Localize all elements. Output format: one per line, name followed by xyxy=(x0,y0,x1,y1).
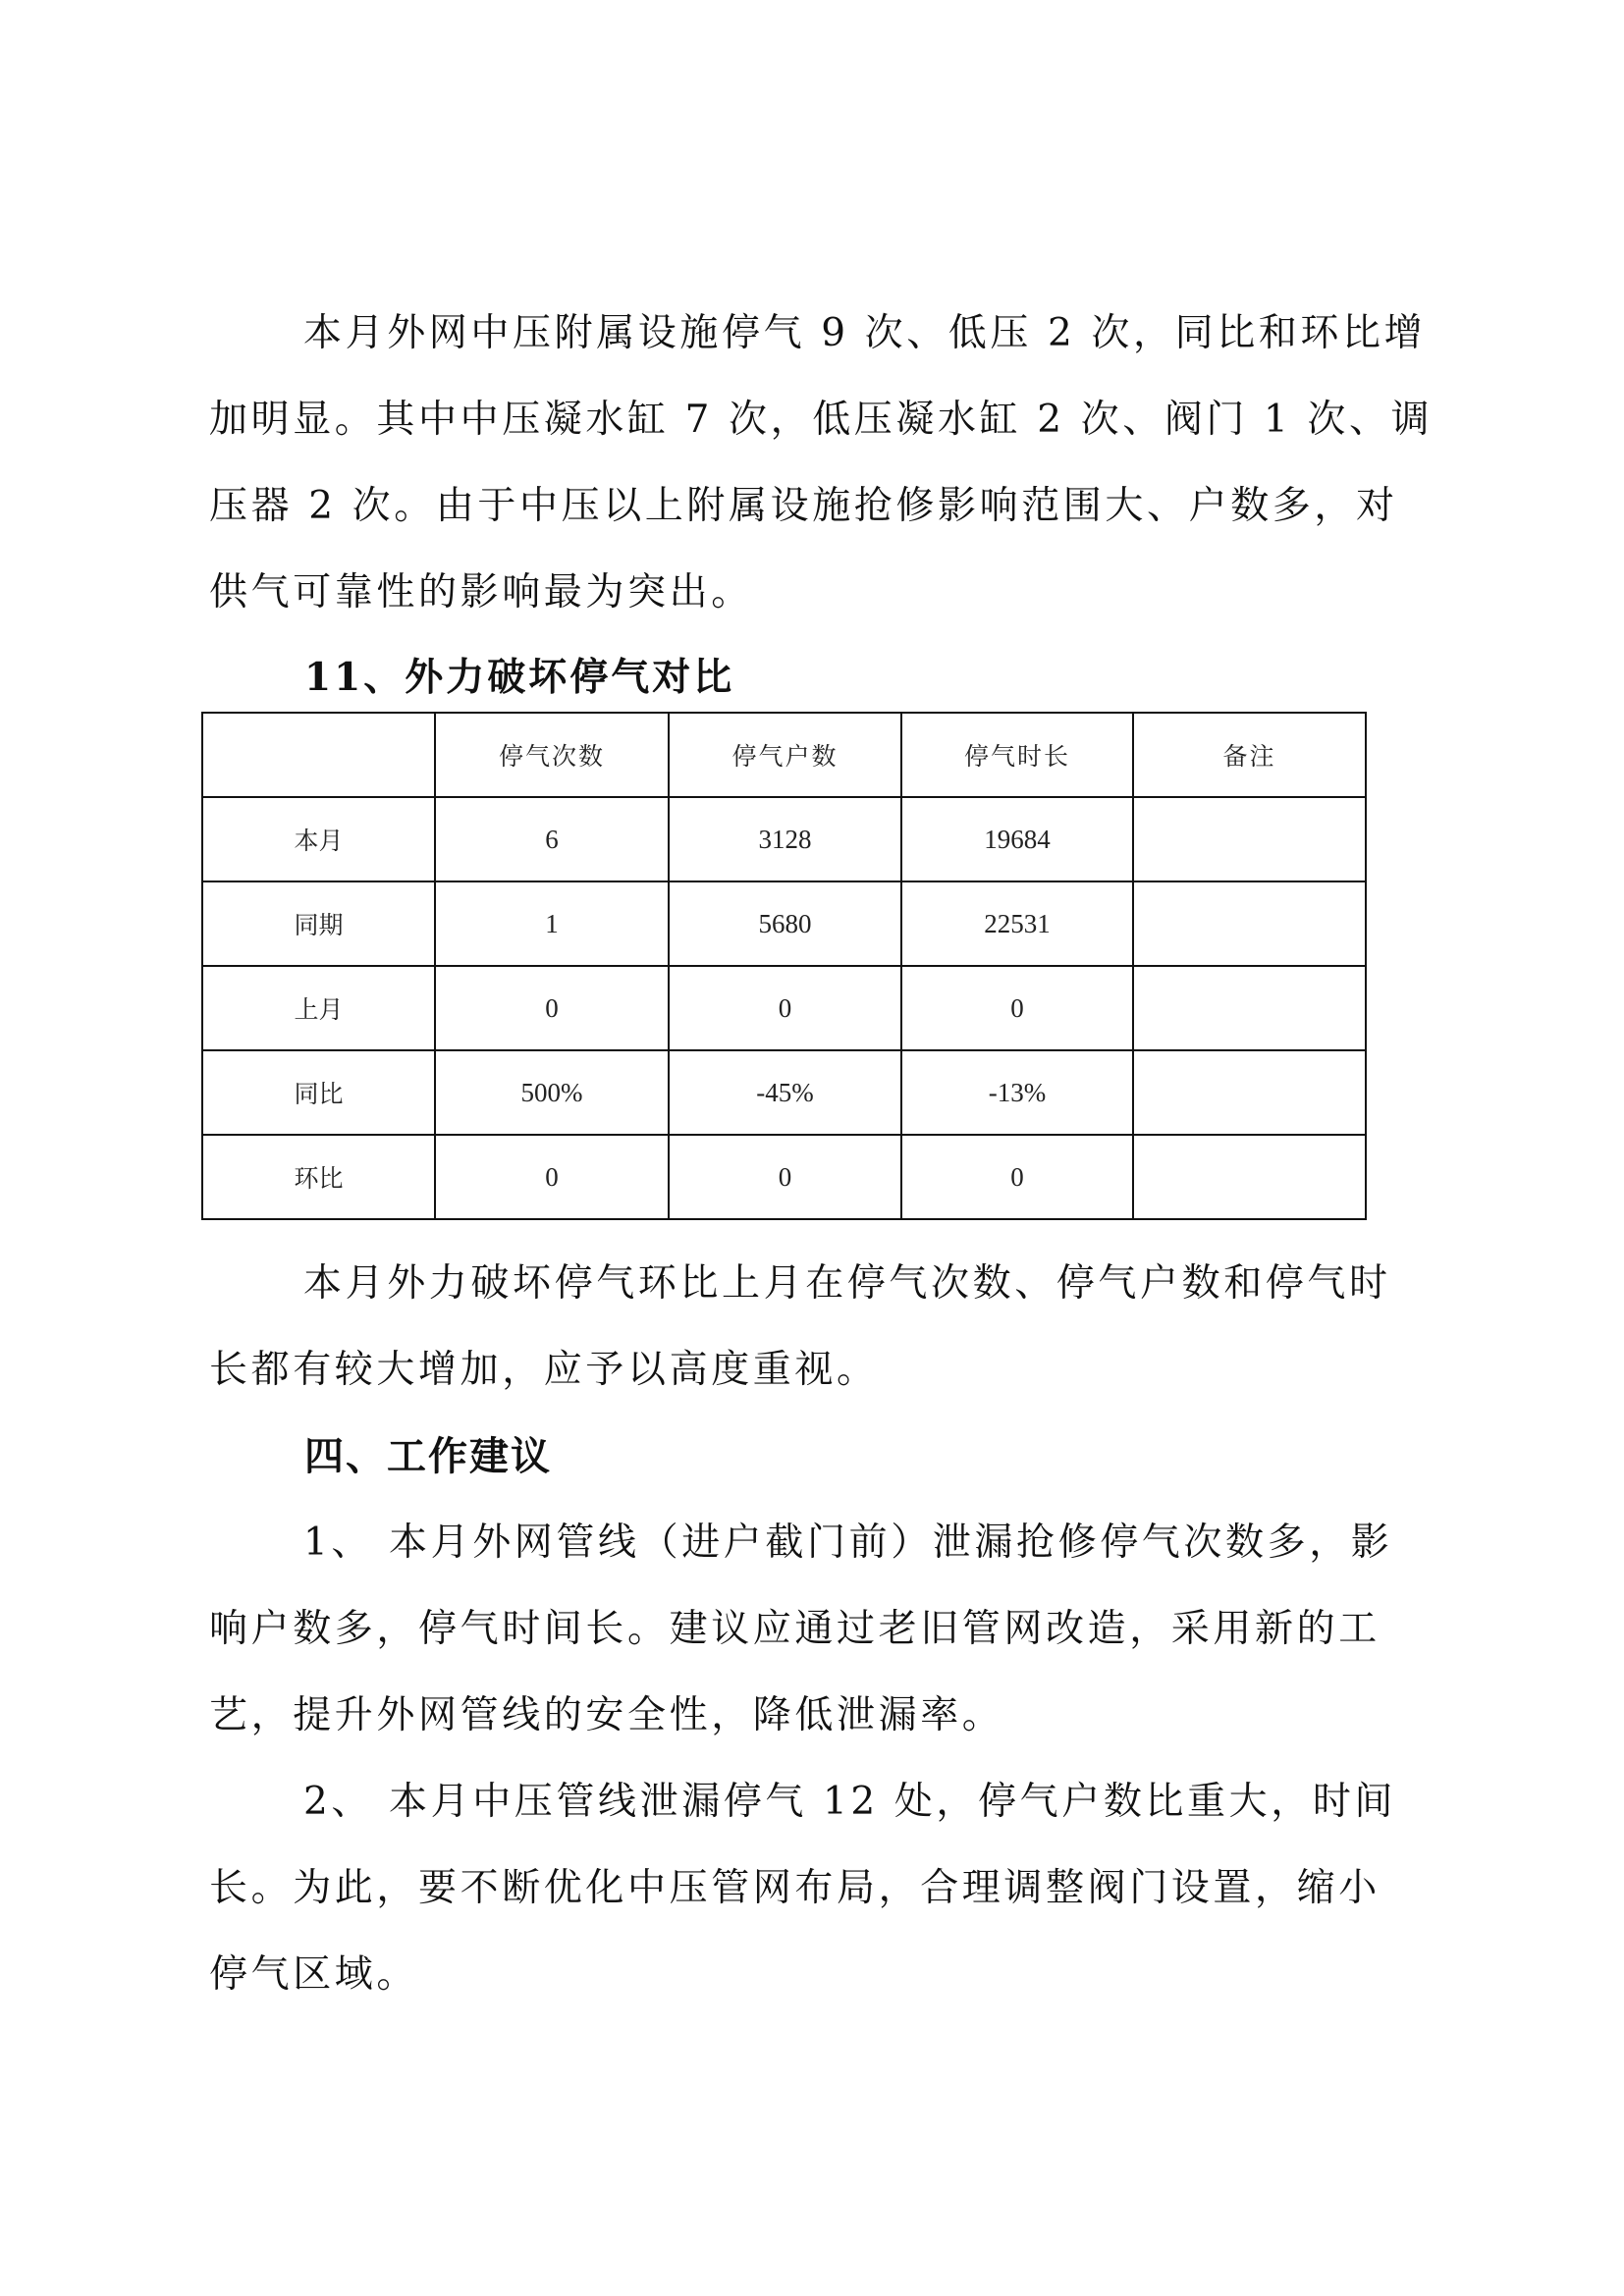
external-damage-outage-table xyxy=(201,712,1367,1220)
cell-count: 0 xyxy=(435,966,669,1050)
cell-count: 0 xyxy=(435,1135,669,1219)
text-line: 加明显。其中中压凝水缸 7 次，低压凝水缸 2 次、阀门 1 次、调 xyxy=(209,398,1434,442)
cell-note xyxy=(1133,1135,1366,1219)
suggestion-2 xyxy=(209,1759,1427,2018)
paragraph-external-damage-summary xyxy=(209,1241,1427,1414)
table-header-row xyxy=(202,713,1366,797)
header-cell-blank xyxy=(202,713,435,797)
cell-households: 0 xyxy=(669,966,901,1050)
cell-duration: 0 xyxy=(901,1135,1133,1219)
cell-duration: 19684 xyxy=(901,797,1133,881)
text-line: 艺，提升外网管线的安全性，降低泄漏率。 xyxy=(209,1693,1004,1737)
text-line: 长。为此，要不断优化中压管网布局，合理调整阀门设置，缩小 xyxy=(209,1866,1380,1910)
cell-count: 500% xyxy=(435,1050,669,1135)
table-row xyxy=(202,1050,1366,1135)
cell-note xyxy=(1133,966,1366,1050)
table-row xyxy=(202,881,1366,966)
text-line: 本月外网中压附属设施停气 9 次、低压 2 次，同比和环比增 xyxy=(303,311,1427,355)
table-row xyxy=(202,797,1366,881)
row-label: 同比 xyxy=(202,1050,435,1135)
table-row xyxy=(202,966,1366,1050)
text-line: 压器 2 次。由于中压以上附属设施抢修影响范围大、户数多，对 xyxy=(209,484,1398,528)
text-line: 停气区域。 xyxy=(209,1952,419,1997)
section-11-title: 11、外力破坏停气对比 xyxy=(304,655,735,700)
header-cell-outage-count: 停气次数 xyxy=(435,713,669,797)
cell-count: 1 xyxy=(435,881,669,966)
text-line: 2、 本月中压管线泄漏停气 12 处，停气户数比重大，时间 xyxy=(303,1780,1397,1824)
row-label: 环比 xyxy=(202,1135,435,1219)
cell-note xyxy=(1133,797,1366,881)
cell-duration: 22531 xyxy=(901,881,1133,966)
cell-households: 3128 xyxy=(669,797,901,881)
cell-duration: -13% xyxy=(901,1050,1133,1135)
row-label: 同期 xyxy=(202,881,435,966)
cell-households: -45% xyxy=(669,1050,901,1135)
text-line: 供气可靠性的影响最为突出。 xyxy=(209,570,753,614)
header-cell-duration: 停气时长 xyxy=(901,713,1133,797)
row-label: 上月 xyxy=(202,966,435,1050)
header-cell-note: 备注 xyxy=(1133,713,1366,797)
cell-duration: 0 xyxy=(901,966,1133,1050)
text-line: 长都有较大增加，应予以高度重视。 xyxy=(209,1348,879,1392)
text-line: 响户数多，停气时间长。建议应通过老旧管网改造，采用新的工 xyxy=(209,1607,1380,1651)
cell-count: 6 xyxy=(435,797,669,881)
cell-note xyxy=(1133,881,1366,966)
cell-households: 5680 xyxy=(669,881,901,966)
paragraph-attached-facilities xyxy=(209,291,1434,636)
section-4-title: 四、工作建议 xyxy=(304,1434,552,1479)
suggestion-1 xyxy=(209,1500,1427,1759)
text-line: 本月外力破坏停气环比上月在停气次数、停气户数和停气时 xyxy=(303,1261,1391,1306)
table-row xyxy=(202,1135,1366,1219)
cell-note xyxy=(1133,1050,1366,1135)
text-line: 1、 本月外网管线（进户截门前）泄漏抢修停气次数多，影 xyxy=(303,1521,1393,1565)
header-cell-households: 停气户数 xyxy=(669,713,901,797)
cell-households: 0 xyxy=(669,1135,901,1219)
row-label: 本月 xyxy=(202,797,435,881)
